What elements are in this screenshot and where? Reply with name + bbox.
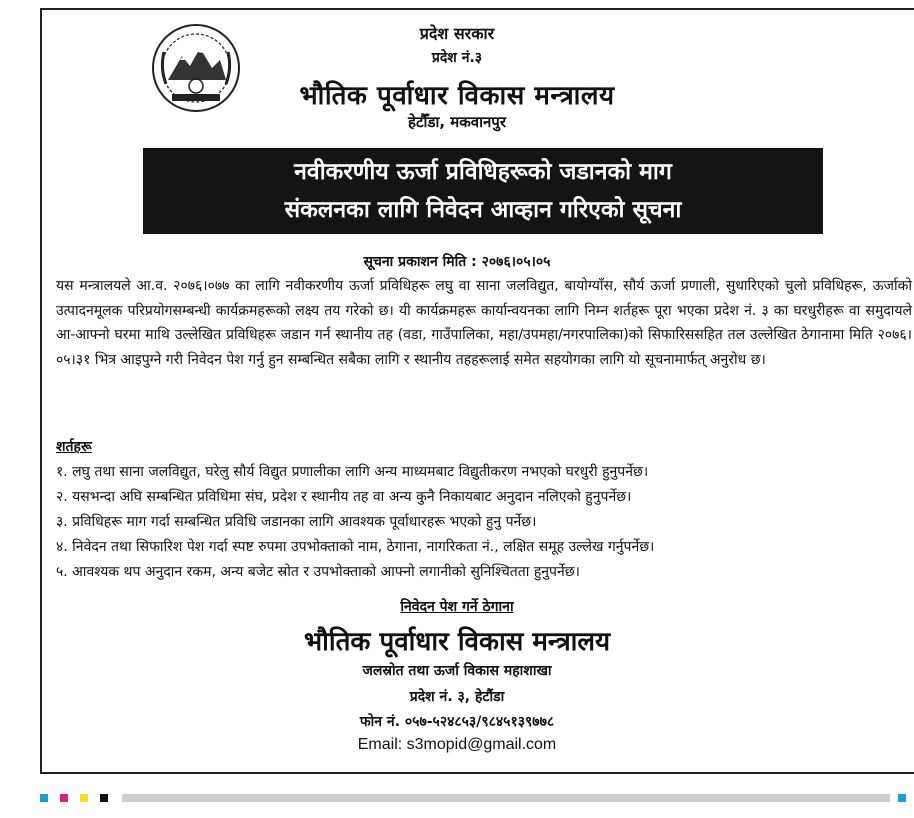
notice-title-banner: [143, 148, 823, 234]
registration-mark-magenta: [60, 794, 68, 802]
publication-date: सूचना प्रकाशन मिति : २०७६।०५।०५: [363, 254, 551, 270]
notice-body-paragraph: यस मन्त्रालयले आ.व. २०७६।०७७ का लागि नवीकरणीय ऊर्जा प्रविधिहरू लघु वा साना जलविद्युत, बायोग्याँस, सौर्य ऊर्जा प्रणाली, सुधारिएको चुलो प्रविधिहरू, ऊर्जाको उत्पादनमूलक परिप्रयोगसम्बन्धी कार्यक्रमहरूको लक्ष्य तय गरेको छ। यी कार्यक्रमहरू कार्यान्वयनका लागि निम्न शर्तहरू पूरा भएका प्रदेश नं. ३ का घरधुरीहरू वा समुदायले आ-आफ्नो घरमा माथि उल्लेखित प्रविधिहरू जडान गर्न स्थानीय तह (वडा, गाउँपालिका, महा/उपमहा/नगरपालिका)को सिफारिससहित तल उल्लेखित ठेगानामा मिति २०७६।०५।३१ भित्र आइपुग्ने गरी निवेदन पेश गर्नु हुन सम्बन्धित सबैका लागि र स्थानीय तहहरूलाई समेत सहयोगका लागि यो सूचनामार्फत् अनुरोध छ।: [56, 278, 912, 368]
registration-mark-cyan: [40, 794, 48, 802]
registration-mark-cyan-right: [898, 794, 906, 802]
condition-item: ४. निवेदन तथा सिफारिश पेश गर्दा स्पष्ट रुपमा उपभोक्ताको नाम, ठेगाना, नागरिकता नं., लक्षित समूह उल्लेख गर्नुपर्नेछ।: [56, 539, 655, 555]
condition-item: १. लघु तथा साना जलविद्युत, घरेलु सौर्य विद्युत प्रणालीका लागि अन्य माध्यमबाट विद्युतीकरण नभएको घरधुरी हुनुपर्नेछ।: [56, 464, 649, 480]
condition-item: २. यसभन्दा अघि सम्बन्धित प्रविधिमा संघ, प्रदेश र स्थानीय तह वा अन्य कुनै निकायबाट अनुदान नलिएको हुनुपर्नेछ।: [56, 489, 632, 505]
registration-gray-bar: [122, 794, 890, 802]
address-phone: फोन नं. ०५७-५२४८५३/९८४५१३९७७८: [359, 714, 555, 730]
address-ministry: भौतिक पूर्वाधार विकास मन्त्रालय: [303, 627, 611, 657]
registration-mark-black: [100, 794, 108, 802]
registration-mark-yellow: [80, 794, 88, 802]
condition-item: ३. प्रविधिहरू माग गर्दा सम्बन्धित प्रविधि जडानका लागि आवश्यक पूर्वाधारहरू भएको हुनु पर्नेछ।: [56, 514, 537, 530]
submission-address-title: निवेदन पेश गर्ने ठेगाना: [400, 599, 514, 615]
header-province: प्रदेश नं.३: [431, 50, 483, 66]
condition-item: ५. आवश्यक थप अनुदान रकम, अन्य बजेट स्रोत र उपभोक्ताको आफ्नो लगानीको सुनिश्चितता हुनुपर्नेछ।: [56, 564, 580, 580]
header-location: हेटौँडा, मकवानपुर: [408, 113, 506, 131]
submission-address-heading: [0, 597, 914, 616]
conditions-list: [56, 460, 914, 585]
header-ministry: भौतिक पूर्वाधार विकास मन्त्रालय: [299, 81, 615, 111]
address-division: जलस्रोत तथा ऊर्जा विकास महाशाखा: [362, 663, 552, 679]
notice-title-line-1: नवीकरणीय ऊर्जा प्रविधिहरूको जडानको माग: [294, 159, 672, 185]
address-place: प्रदेश नं. ३, हेटौंडा: [409, 689, 505, 705]
header-government: प्रदेश सरकार: [419, 24, 495, 43]
conditions-title: शर्तहरू: [56, 439, 92, 455]
notice-title-line-2: संकलनका लागि निवेदन आव्हान गरिएको सूचना: [284, 197, 682, 223]
address-email: Email: s3mopid@gmail.com: [357, 736, 557, 753]
